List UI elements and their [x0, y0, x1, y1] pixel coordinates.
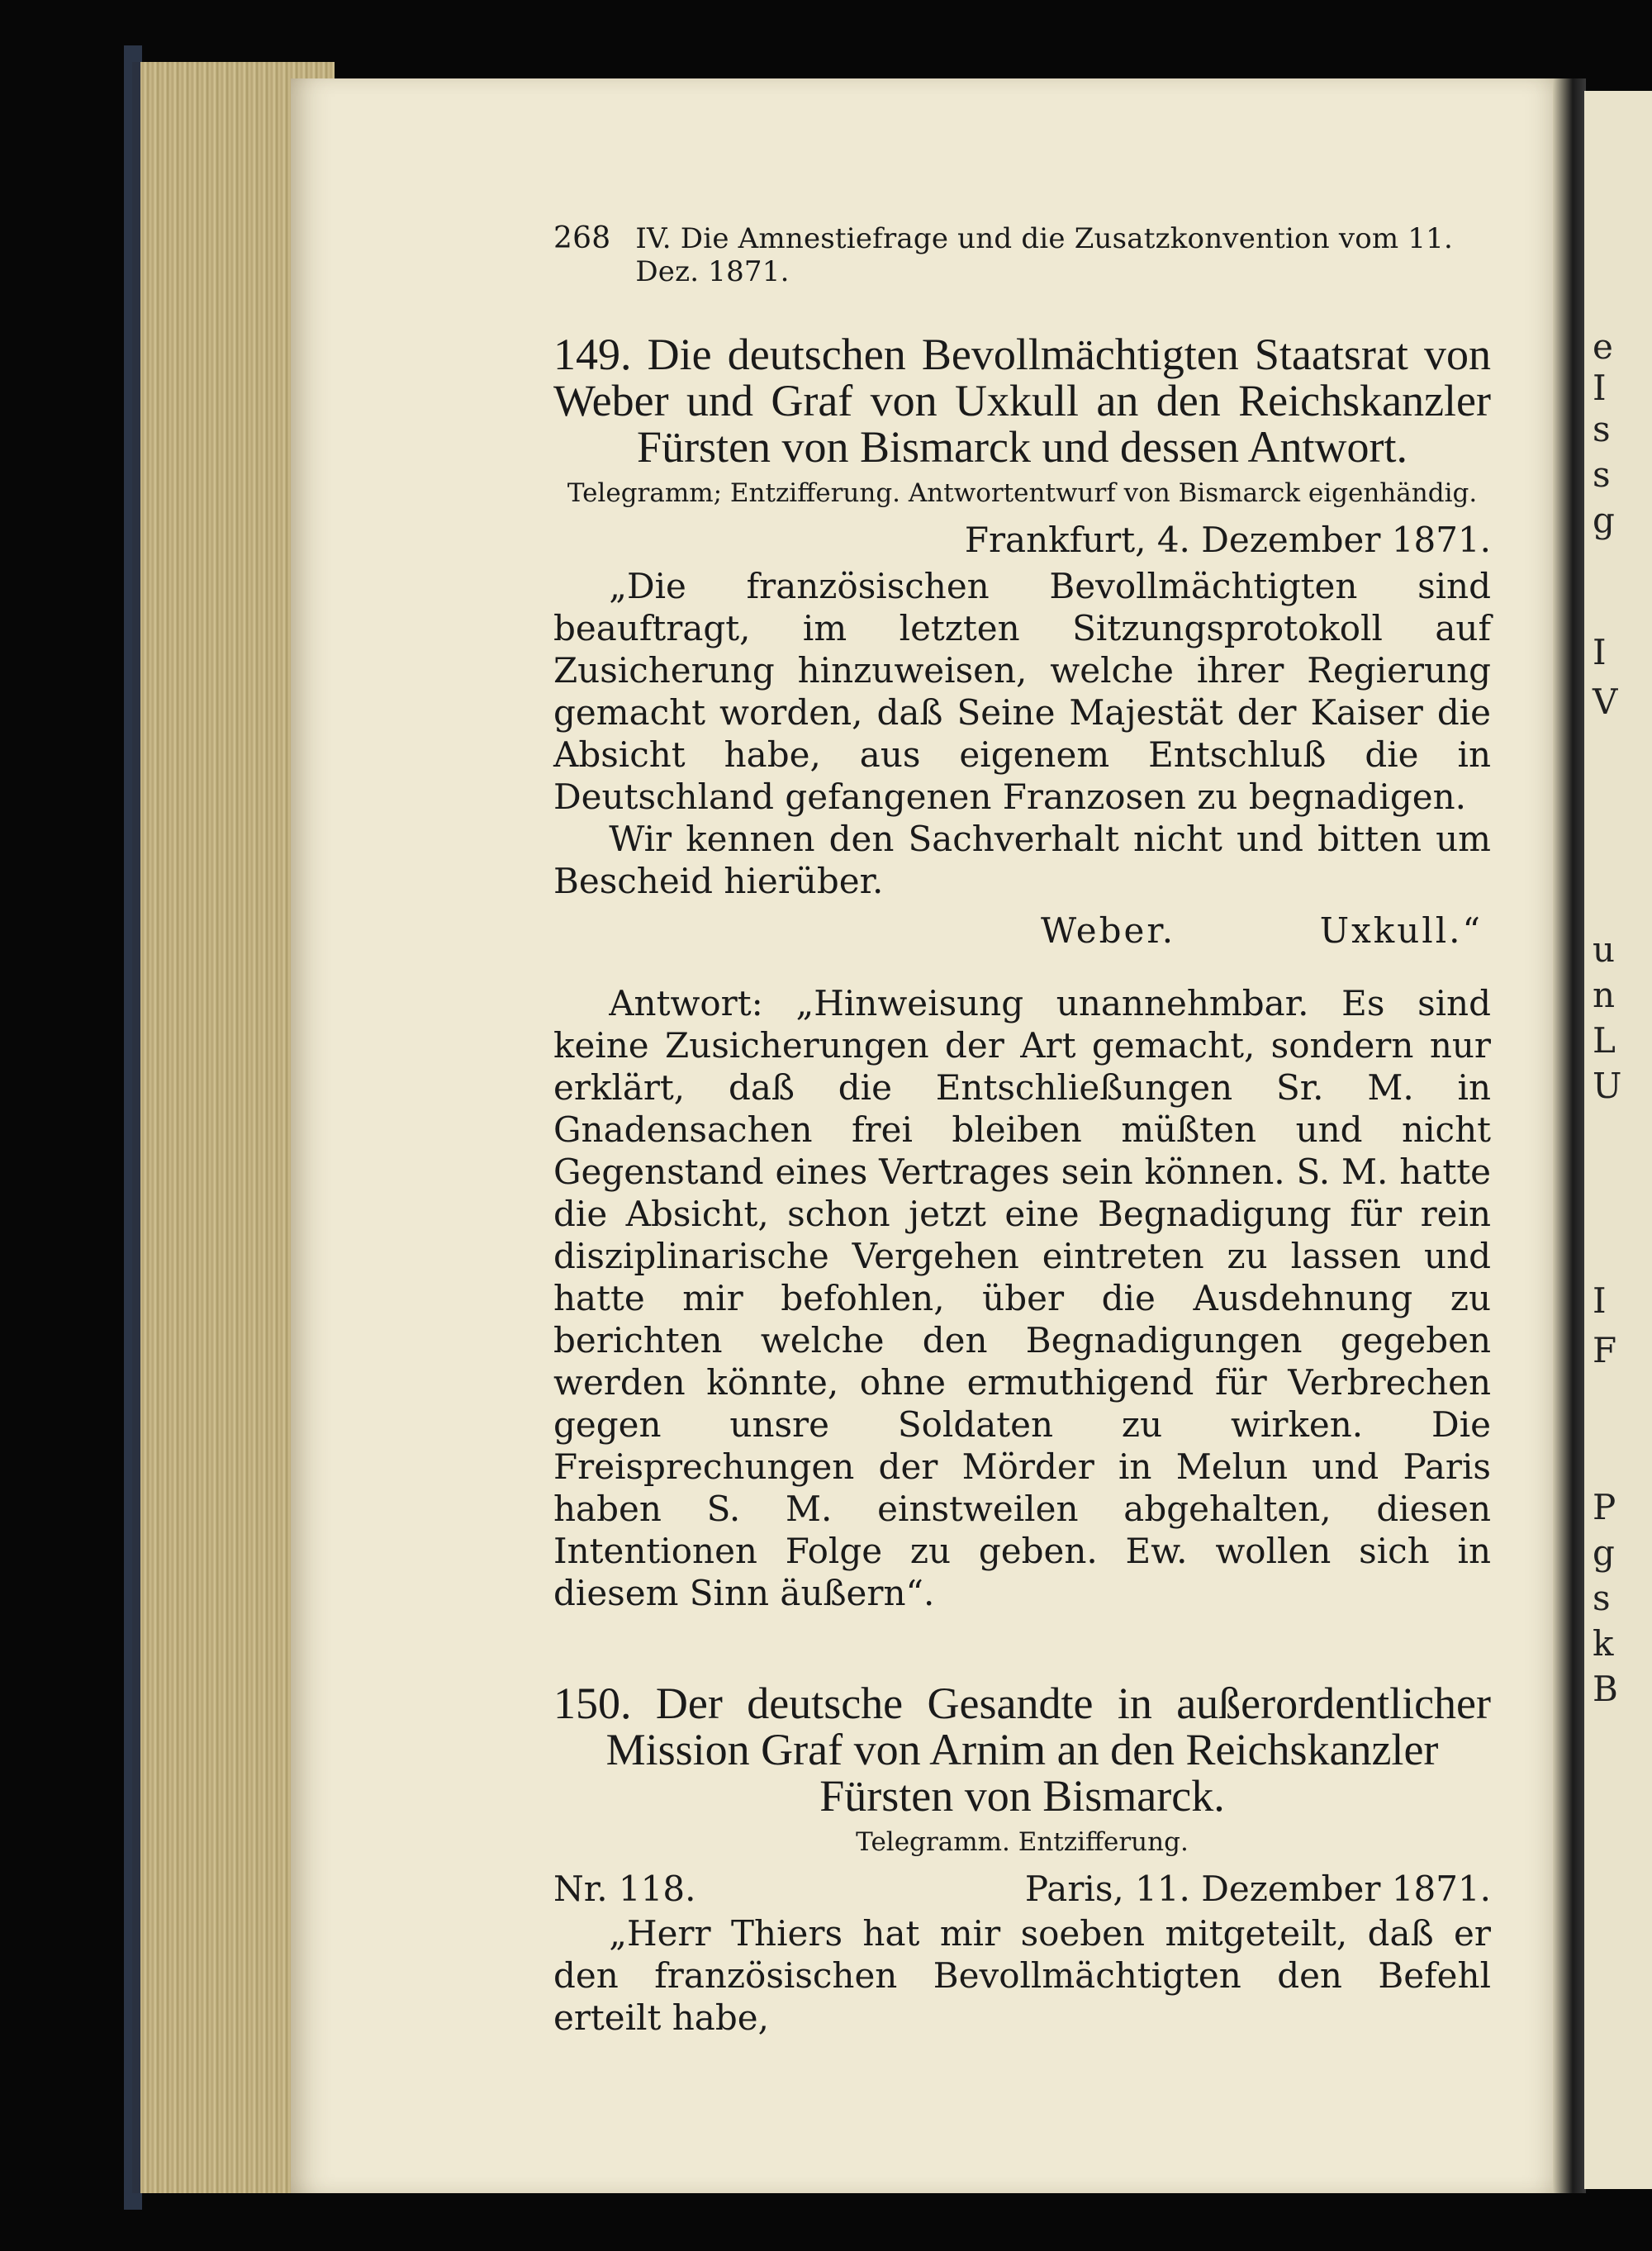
- page-content: [553, 221, 1491, 2039]
- facing-page-fragment: s: [1593, 409, 1611, 449]
- facing-page-fragment: F: [1593, 1330, 1617, 1370]
- facing-page-fragment: V: [1593, 681, 1618, 722]
- heading-text: Der deutsche Gesandte in außerordentlicher: [655, 1679, 1491, 1728]
- telegram-number: Nr. 118.: [553, 1869, 696, 1909]
- facing-page-fragment: I: [1593, 632, 1607, 672]
- facing-page-fragment: e: [1593, 326, 1613, 367]
- facing-page-fragment: k: [1593, 1623, 1614, 1664]
- facing-page-fragment: P: [1593, 1487, 1616, 1527]
- facing-page-fragment: I: [1593, 1280, 1607, 1321]
- paragraph: „Herr Thiers hat mir soeben mitgeteilt, daß er den französischen Bevollmächtigten den Befehl erteilt habe,: [553, 1913, 1491, 2038]
- running-head-title: IV. Die Amnestiefrage und die Zusatzkonvention vom 11. Dez. 1871.: [635, 222, 1454, 288]
- facing-page-fragment: u: [1593, 929, 1616, 970]
- facing-page-fragment: g: [1593, 500, 1615, 540]
- facing-page-fragment: U: [1593, 1066, 1622, 1106]
- document-number: 149.: [553, 330, 632, 379]
- document-150-dateline-row: [553, 1869, 1491, 1909]
- heading-line: Fürsten von Bismarck.: [819, 1771, 1225, 1821]
- paragraph: „Die französischen Bevollmächtigten sind beauftragt, im letzten Sitzungsprotokoll auf Zusicherung hinzuweisen, welche ihrer Regierung gemacht worden, daß Seine Majestät der Kaiser die Absicht habe, aus eigenem Entschluß die in Deutschland gefangenen Franzosen zu begnadigen.: [553, 566, 1491, 817]
- heading-line: [553, 1680, 1491, 1726]
- document-150-dateline: Paris, 11. Dezember 1871.: [1024, 1869, 1491, 1909]
- answer-paragraph: Antwort: „Hinweisung unannehmbar. Es sind keine Zusicherungen der Art gemacht, sondern nur erklärt, daß die Entschließungen Sr. M. in Gnadensachen frei bleiben müßten und nicht Gegenstand eines Vertrages sein können. S. M. hatte die Absicht, schon jetzt eine Begnadigung für rein disziplinarische Vergehen eintreten zu lassen und hatte mir befohlen, über die Ausdehnung zu berichten welche den Begnadigungen gegeben werden könnte, ohne ermuthigend für Verbrechen gegen unsre Soldaten zu wirken. Die Freisprechungen der Mörder in Melun und Paris haben S. M. einstweilen abgehalten, diesen Intentionen Folge zu geben. Ew. wollen sich in diesem Sinn äußern“.: [553, 983, 1491, 1613]
- document-150-meta: Telegramm. Entzifferung.: [856, 1827, 1189, 1857]
- facing-page-fragment: s: [1593, 454, 1611, 495]
- document-149-heading: [553, 331, 1491, 470]
- heading-text: Die deutschen Bevollmächtigten Staatsrat von: [647, 330, 1491, 379]
- facing-page-edge: [1584, 91, 1652, 2189]
- document-150-heading: [553, 1680, 1491, 1819]
- book-gutter: [1553, 78, 1586, 2193]
- heading-line: Fürsten von Bismarck und dessen Antwort.: [637, 422, 1408, 472]
- heading-line: Weber und Graf von Uxkull an den Reichskanzler: [553, 376, 1491, 425]
- running-head: [553, 221, 1491, 288]
- heading-line: [553, 331, 1491, 378]
- signatures: [553, 910, 1491, 951]
- facing-page-fragment: s: [1593, 1578, 1611, 1618]
- section-gap: [553, 1614, 1491, 1680]
- signature: Weber.: [1041, 910, 1176, 951]
- facing-page-fragment: L: [1593, 1020, 1616, 1061]
- facing-page-fragment: I: [1593, 368, 1607, 408]
- facing-page-fragment: n: [1593, 975, 1616, 1015]
- document-149-meta: Telegramm; Entzifferung. Antwortentwurf von Bismarck eigenhändig.: [567, 478, 1478, 508]
- paragraph: Wir kennen den Sachverhalt nicht und bitten um Bescheid hierüber.: [553, 819, 1491, 901]
- signature: Uxkull.“: [1319, 910, 1483, 951]
- heading-line: Mission Graf von Arnim an den Reichskanzler: [605, 1725, 1439, 1774]
- page-number: 268: [553, 221, 611, 255]
- facing-page-fragment: g: [1593, 1532, 1615, 1573]
- document-number: 150.: [553, 1679, 632, 1728]
- facing-page-fragment: B: [1593, 1669, 1618, 1709]
- document-149-dateline: Frankfurt, 4. Dezember 1871.: [964, 520, 1491, 560]
